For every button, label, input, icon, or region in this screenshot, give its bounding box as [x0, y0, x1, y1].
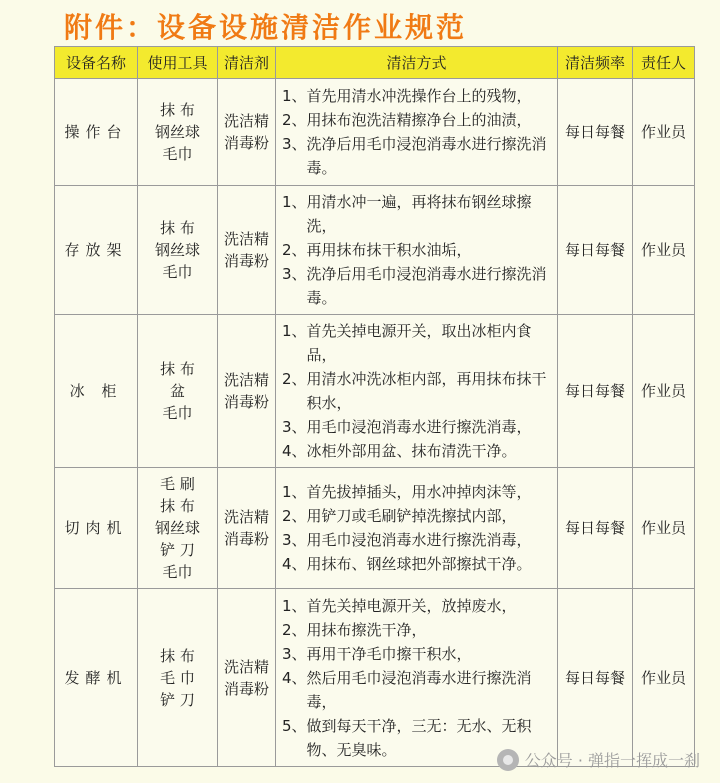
method-step: 5、 做到每天干净，三无：无水、无积物、无臭味。	[282, 716, 532, 759]
method-step: 2、 用铲刀或毛刷铲掉洗擦拭内部，	[282, 507, 517, 525]
equipment-name-cell: 操作台	[55, 79, 138, 186]
header-cleaning-method: 清洁方式	[276, 47, 558, 79]
cleaning-agent-cell	[218, 186, 276, 315]
header-frequency: 清洁频率	[558, 47, 633, 79]
frequency-cell: 每日每餐	[558, 589, 633, 767]
method-step: 2、 用抹布擦洗干净，	[282, 620, 427, 639]
tool-item: 毛巾	[162, 563, 193, 581]
tool-item: 抹 布	[160, 360, 195, 378]
method-step: 3、 用毛巾浸泡消毒水进行擦洗消毒，	[282, 418, 532, 436]
method-step: 3、 再用干净毛巾擦干积水，	[282, 644, 472, 663]
tool-item: 抹 布	[160, 646, 195, 665]
table-row	[55, 186, 695, 315]
cleaning-method-cell	[276, 186, 558, 315]
tools-cell	[138, 315, 218, 468]
method-step: 2、 再用抹布抹干积水油垢，	[282, 241, 472, 259]
header-owner: 责任人	[633, 47, 695, 79]
cleaning-agent-cell	[218, 79, 276, 186]
page-title: 附件：设备设施清洁作业规范	[64, 11, 468, 44]
table-row	[55, 79, 695, 186]
tool-item: 毛 巾	[160, 668, 195, 687]
tool-item: 毛巾	[162, 263, 193, 281]
frequency-cell: 每日每餐	[558, 468, 633, 589]
tool-item: 钢丝球	[154, 123, 200, 141]
tool-item: 毛巾	[162, 404, 193, 422]
owner-cell: 作业员	[633, 79, 695, 186]
agent-item: 洗洁精	[223, 230, 269, 248]
frequency-cell: 每日每餐	[558, 315, 633, 468]
agent-item: 洗洁精	[223, 657, 269, 676]
equipment-name-cell: 切肉机	[55, 468, 138, 589]
frequency-cell: 每日每餐	[558, 186, 633, 315]
agent-item: 洗洁精	[223, 371, 269, 389]
agent-item: 消毒粉	[223, 393, 269, 411]
method-step: 2、 用抹布泡洗洁精擦净台上的油渍，	[282, 111, 532, 129]
method-step: 1、 首先拔掉插头，用水冲掉肉沫等，	[282, 483, 532, 501]
cleaning-method-cell	[276, 468, 558, 589]
table-row	[55, 468, 695, 589]
method-step: 2、 用清水冲洗冰柜内部，再用抹布抹干积水，	[282, 370, 547, 412]
cleaning-spec-table	[54, 46, 695, 767]
agent-item: 消毒粉	[223, 530, 269, 548]
method-step: 1、 用清水冲一遍，再将抹布钢丝球擦洗，	[282, 193, 532, 235]
watermark-text: 公众号 · 弹指一挥成一刹	[524, 751, 700, 770]
header-cleaning-agent: 清洁剂	[218, 47, 276, 79]
tools-cell	[138, 79, 218, 186]
cleaning-method-cell	[276, 315, 558, 468]
equipment-name-cell: 冰 柜	[55, 315, 138, 468]
tool-item: 铲 刀	[160, 541, 195, 559]
tool-item: 铲 刀	[160, 690, 195, 709]
method-step: 4、 然后用毛巾浸泡消毒水进行擦洗消毒，	[282, 668, 532, 711]
table-row	[55, 315, 695, 468]
frequency-cell: 每日每餐	[558, 79, 633, 186]
agent-item: 洗洁精	[223, 508, 269, 526]
tool-item: 钢丝球	[154, 519, 200, 537]
cleaning-agent-cell	[218, 468, 276, 589]
agent-item: 消毒粉	[223, 134, 269, 152]
cleaning-method-cell	[276, 79, 558, 186]
owner-cell: 作业员	[633, 468, 695, 589]
method-step: 4、 用抹布、钢丝球把外部擦拭干净。	[282, 555, 532, 573]
agent-item: 消毒粉	[223, 252, 269, 270]
watermark	[497, 748, 700, 771]
agent-item: 消毒粉	[223, 679, 269, 698]
method-step: 1、 首先用清水冲洗操作台上的残物，	[282, 87, 532, 105]
equipment-name-cell: 存放架	[55, 186, 138, 315]
header-equipment-name: 设备名称	[55, 47, 138, 79]
owner-cell: 作业员	[633, 589, 695, 767]
tool-item: 钢丝球	[154, 241, 200, 259]
tool-item: 毛 刷	[160, 475, 195, 493]
method-step: 3、 洗净后用毛巾浸泡消毒水进行擦洗消毒。	[282, 135, 547, 177]
method-step: 1、 首先关掉电源开关，取出冰柜内食品，	[282, 322, 532, 364]
cleaning-agent-cell	[218, 589, 276, 767]
cleaning-agent-cell	[218, 315, 276, 468]
tool-item: 毛巾	[162, 145, 193, 163]
method-step: 1、 首先关掉电源开关，放掉废水，	[282, 596, 517, 615]
tools-cell	[138, 589, 218, 767]
tool-item: 抹 布	[160, 219, 195, 237]
header-tools: 使用工具	[138, 47, 218, 79]
equipment-name-cell: 发酵机	[55, 589, 138, 767]
wechat-official-account-icon	[497, 749, 519, 771]
header-row	[55, 47, 695, 79]
tools-cell	[138, 186, 218, 315]
method-step: 3、 洗净后用毛巾浸泡消毒水进行擦洗消毒。	[282, 265, 547, 307]
agent-item: 洗洁精	[223, 112, 269, 130]
method-step: 3、 用毛巾浸泡消毒水进行擦洗消毒，	[282, 531, 532, 549]
method-step: 4、 冰柜外部用盆、抹布清洗干净。	[282, 442, 517, 460]
cleaning-method-cell	[276, 589, 558, 767]
tool-item: 抹 布	[160, 497, 195, 515]
tool-item: 盆	[169, 382, 185, 400]
owner-cell: 作业员	[633, 186, 695, 315]
table-row	[55, 589, 695, 767]
owner-cell: 作业员	[633, 315, 695, 468]
tools-cell	[138, 468, 218, 589]
tool-item: 抹 布	[160, 101, 195, 119]
